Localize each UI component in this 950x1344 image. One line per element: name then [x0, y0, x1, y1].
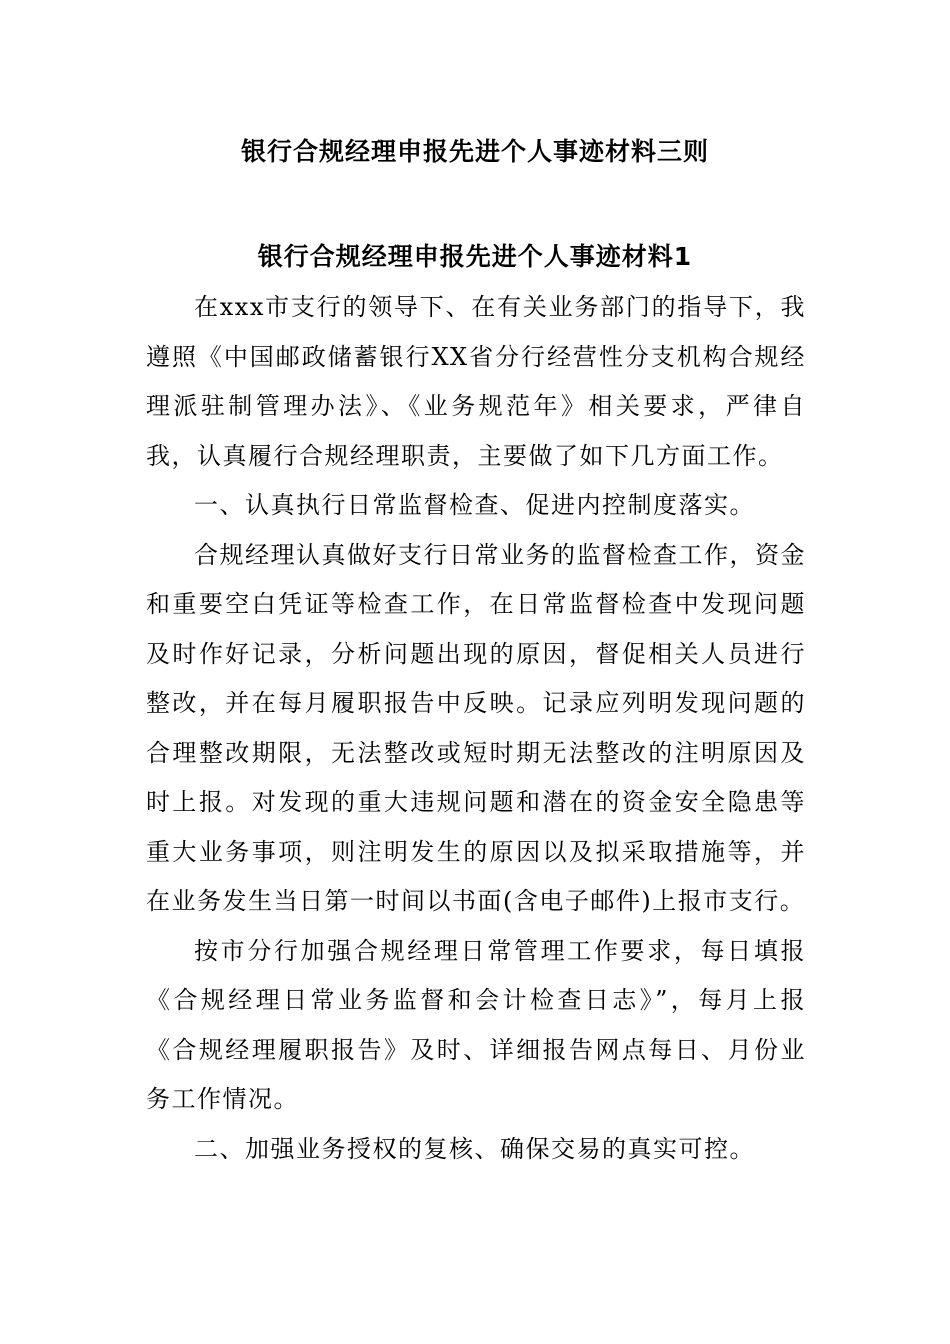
paragraph-supervision: 合规经理认真做好支行日常业务的监督检查工作，资金和重要空白凭证等检查工作，在日常监督检查中发现问题及时作好记录，分析问题出现的原因，督促相关人员进行整改，并在每月履职报告中反映。记录应列明发现问题的合理整改期限，无法整改或短时期无法整改的注明原因及时上报。对发现的重大违规问题和潜在的资金安全隐患等重大业务事项，则注明发生的原因以及拟采取措施等，并在业务发生当日第一时间以书面(含电子邮件)上报市支行。	[146, 540, 806, 915]
paragraph-heading-2: 二、加强业务授权的复核、确保交易的真实可控。	[194, 1134, 755, 1163]
paragraph-heading-1: 一、认真执行日常监督检查、促进内控制度落实。	[194, 491, 755, 519]
document-title: 银行合规经理申报先进个人事迹材料三则	[240, 137, 709, 166]
section-title: 银行合规经理申报先进个人事迹材料1	[257, 242, 693, 271]
paragraph-intro: 在xxx市支行的领导下、在有关业务部门的指导下，我遵照《中国邮政储蓄银行XX省分行经营性分支机构合规经理派驻制管理办法》、《业务规范年》相关要求，严律自我，认真履行合规经理职责，主要做了如下几方面工作。	[146, 293, 806, 470]
document-body	[146, 283, 806, 1174]
paragraph-daily-report: 按市分行加强合规经理日常管理工作要求，每日填报《合规经理日常业务监督和会计检查日志》”，每月上报《合规经理履职报告》及时、详细报告网点每日、月份业务工作情况。	[146, 936, 806, 1113]
